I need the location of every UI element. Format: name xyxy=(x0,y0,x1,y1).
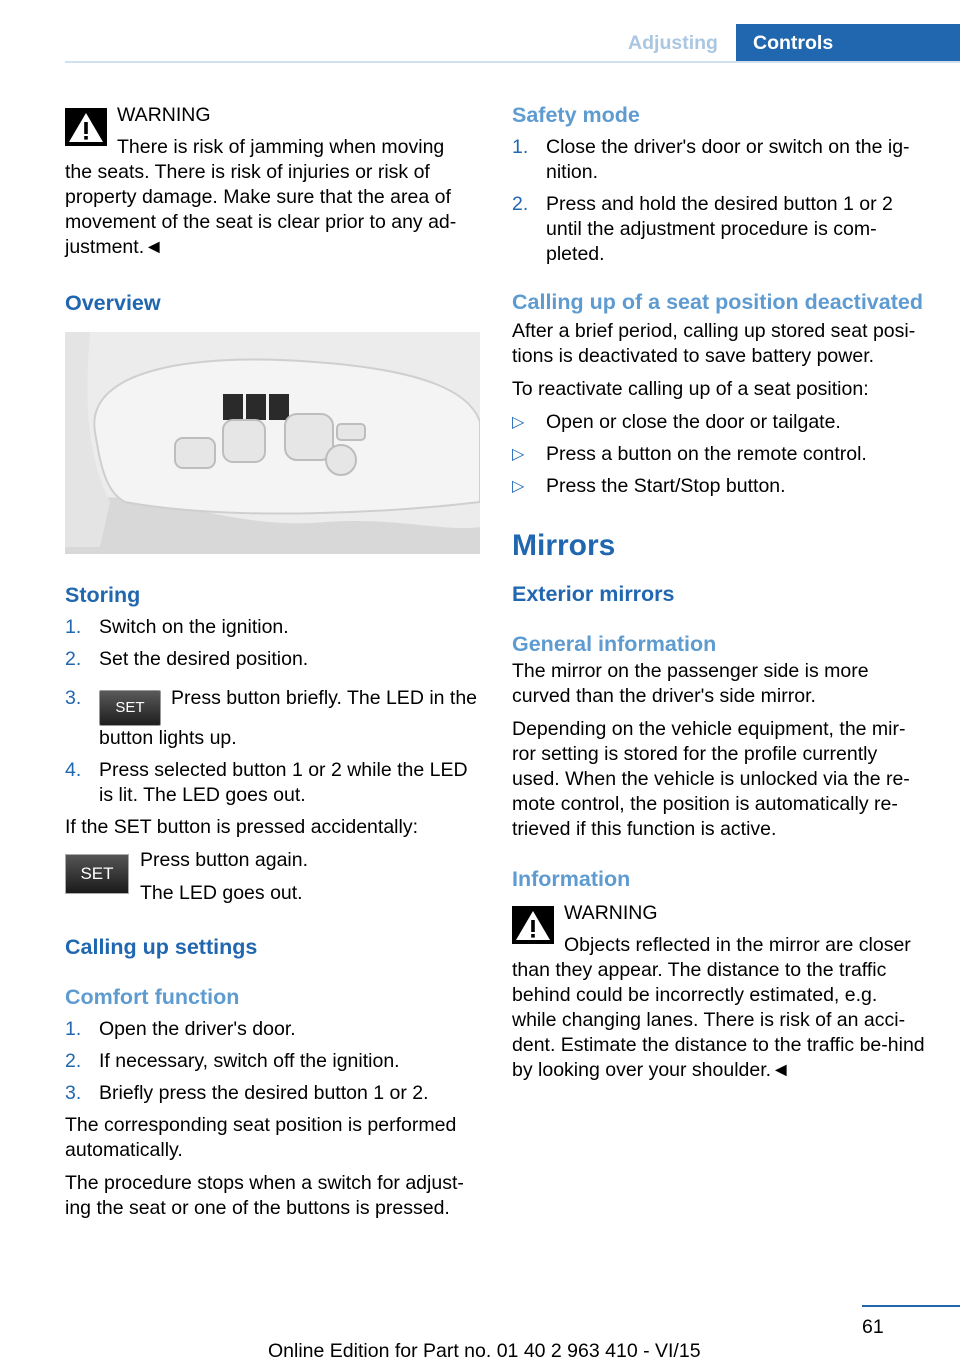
reactivate-list xyxy=(512,410,927,499)
left-column xyxy=(65,103,480,1229)
list-item xyxy=(512,135,927,185)
step-number: 4. xyxy=(65,759,82,781)
step-text: Switch on the ignition. xyxy=(99,616,289,638)
page-number: 61 xyxy=(862,1316,884,1338)
information-heading: Information xyxy=(512,867,631,891)
list-item xyxy=(65,758,480,808)
step-number: 2. xyxy=(65,648,82,670)
step-text: Press button briefly. The LED in the button lights up. xyxy=(99,687,478,749)
warning-box xyxy=(512,901,927,1083)
item-text: Press a button on the remote control. xyxy=(546,443,867,465)
warning-line1: There is risk of jamming when moving xyxy=(117,136,445,158)
step-number: 2. xyxy=(65,1050,82,1072)
deactivated-heading: Calling up of a seat position deactivated xyxy=(512,290,923,314)
triangle-bullet-icon: ▷ xyxy=(512,478,525,495)
list-item xyxy=(512,442,927,467)
edition-line: Online Edition for Part no. 01 40 2 963 410 - VI/15 xyxy=(268,1340,701,1362)
mirrors-heading: Mirrors xyxy=(512,529,616,562)
paragraph: To reactivate calling up of a seat position: xyxy=(512,378,869,400)
step-text: Set the desired position. xyxy=(99,648,309,670)
list-item xyxy=(65,686,480,751)
set-button-icon: SET xyxy=(99,690,161,726)
comfort-steps xyxy=(65,1017,480,1106)
step-number: 1. xyxy=(512,136,529,158)
paragraph: Depending on the vehicle equipment, the mir-ror setting is stored for the profile currently used. When the vehicle is unlocked via the re-mote control, the position is automatically re-trieved if this function is active. xyxy=(512,718,910,840)
footer-rule xyxy=(862,1305,960,1307)
right-column xyxy=(512,103,927,1083)
paragraph: The procedure stops when a switch for adjust-ing the seat or one of the buttons is pressed. xyxy=(65,1172,464,1219)
comfort-heading: Comfort function xyxy=(65,985,240,1009)
list-item xyxy=(65,615,480,640)
step-text: Close the driver's door or switch on the ig-nition. xyxy=(546,136,910,183)
list-item xyxy=(65,647,480,672)
step-text: Briefly press the desired button 1 or 2. xyxy=(99,1082,429,1104)
step-number: 3. xyxy=(65,1082,82,1104)
accident-intro: If the SET button is pressed accidentally: xyxy=(65,816,418,838)
warning-text: the seats. There is risk of injuries or risk of property damage. Make sure that the area of movement of the seat is clear prior to any ad-justment.◄ xyxy=(65,161,457,258)
step-text: Press and hold the desired button 1 or 2 until the adjustment procedure is com-pleted. xyxy=(546,193,893,265)
step-number: 1. xyxy=(65,1018,82,1040)
general-info-heading: General information xyxy=(512,632,717,656)
paragraph: After a brief period, calling up stored seat posi-tions is deactivated to save battery power. xyxy=(512,320,916,367)
triangle-bullet-icon: ▷ xyxy=(512,446,525,463)
overview-heading: Overview xyxy=(65,291,161,315)
exterior-mirrors-heading: Exterior mirrors xyxy=(512,582,675,606)
step-text: Press selected button 1 or 2 while the LED is lit. The LED goes out. xyxy=(99,759,468,806)
seat-controls-photo xyxy=(65,332,480,554)
tab-adjusting[interactable]: Adjusting xyxy=(628,32,718,54)
paragraph: The mirror on the passenger side is more curved than the driver's side mirror. xyxy=(512,660,869,707)
set-button-icon: SET xyxy=(65,854,129,894)
step-number: 3. xyxy=(65,687,82,709)
list-item xyxy=(512,192,927,267)
warning-icon xyxy=(512,906,554,944)
accident-line2: The LED goes out. xyxy=(140,882,303,904)
step-number: 1. xyxy=(65,616,82,638)
tab-controls[interactable]: Controls xyxy=(736,24,960,62)
accident-line1: Press button again. xyxy=(140,849,309,871)
warning-title: WARNING xyxy=(117,104,211,126)
list-item xyxy=(65,1049,480,1074)
step-text: Open the driver's door. xyxy=(99,1018,296,1040)
list-item xyxy=(65,1017,480,1042)
step-text: If necessary, switch off the ignition. xyxy=(99,1050,400,1072)
step-number: 2. xyxy=(512,193,529,215)
warning-icon xyxy=(65,108,107,146)
triangle-bullet-icon: ▷ xyxy=(512,414,525,431)
warning-title: WARNING xyxy=(564,902,658,924)
item-text: Open or close the door or tailgate. xyxy=(546,411,841,433)
list-item xyxy=(512,410,927,435)
list-item xyxy=(65,1081,480,1106)
warning-box xyxy=(65,103,480,260)
list-item xyxy=(512,474,927,499)
paragraph: The corresponding seat position is performed automatically. xyxy=(65,1114,457,1161)
safety-steps xyxy=(512,135,927,267)
storing-heading: Storing xyxy=(65,583,141,607)
storing-steps xyxy=(65,615,480,808)
set-note xyxy=(65,848,480,906)
header-rule xyxy=(65,61,960,63)
warning-line1: Objects reflected in the mirror are closer xyxy=(564,934,911,956)
item-text: Press the Start/Stop button. xyxy=(546,475,786,497)
warning-text: than they appear. The distance to the traffic behind could be incorrectly estimated, e.g. while changing lanes. There is risk of an acci-dent. Estimate the distance to the traffic be-hind by looking over your shoulder.◄ xyxy=(512,959,925,1081)
calling-heading: Calling up settings xyxy=(65,935,258,959)
safety-heading: Safety mode xyxy=(512,103,640,127)
